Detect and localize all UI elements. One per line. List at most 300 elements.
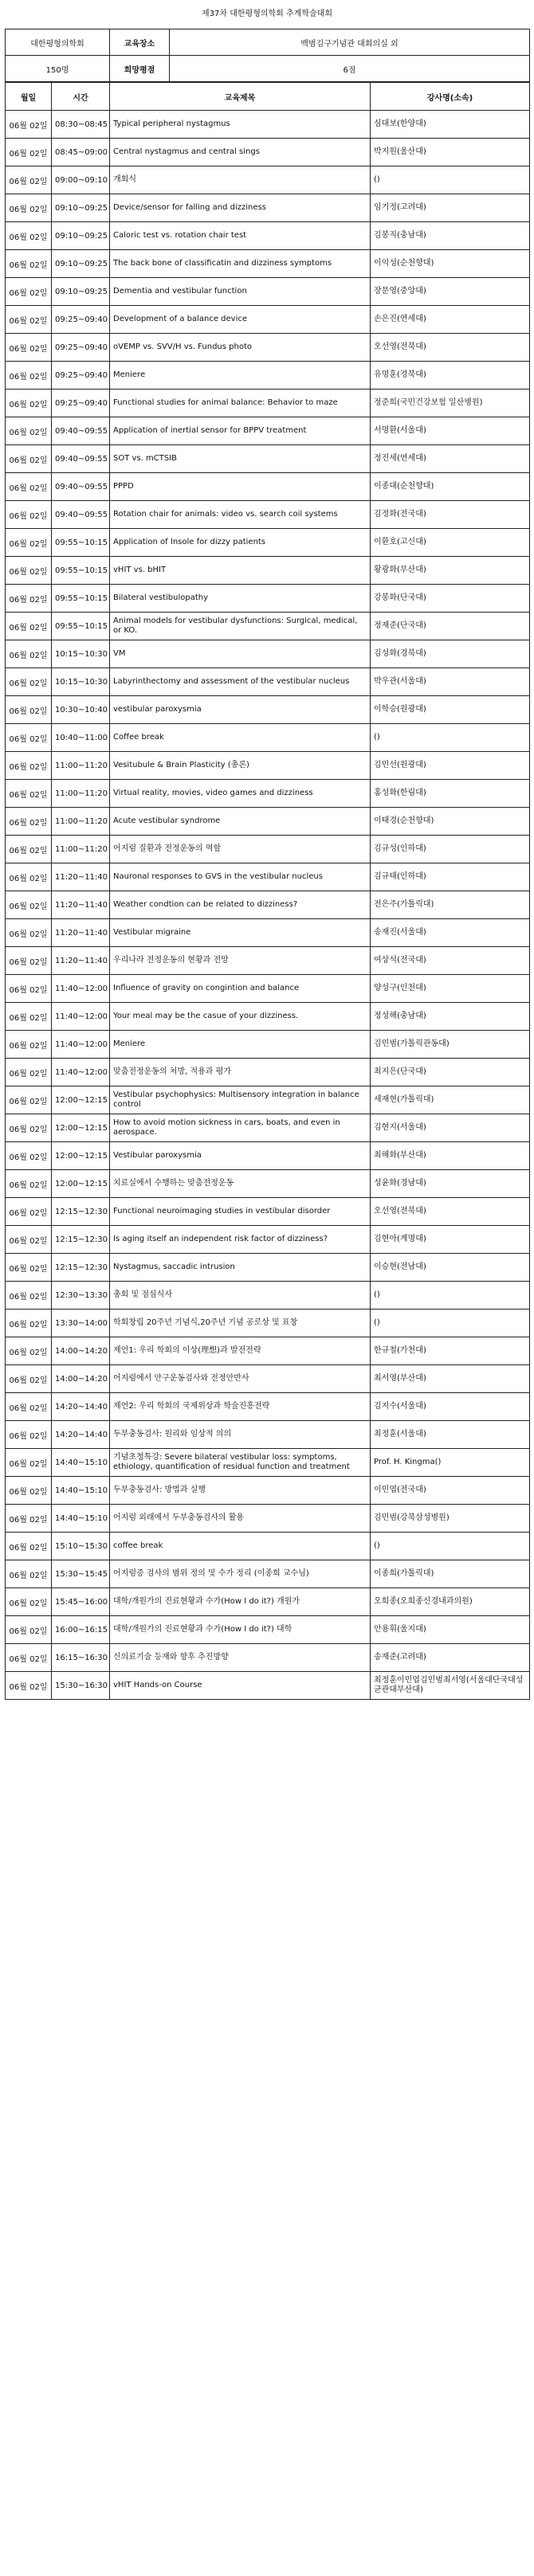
row-date: 06월 02일 [6,585,52,613]
table-row [6,1421,530,1449]
row-title: vHIT vs. bHIT [110,557,371,585]
row-time: 12:00~12:15 [52,1086,110,1114]
row-time: 08:45~09:00 [52,139,110,166]
row-instructor: 김규태(인하대) [371,863,530,891]
row-time: 10:15~10:30 [52,668,110,696]
header-time: 시간 [52,83,110,111]
row-title: Virtual reality, movies, video games and dizziness [110,780,371,808]
table-row [6,1560,530,1588]
row-instructor: 정진세(연세대) [371,445,530,473]
row-date: 06월 02일 [6,1198,52,1226]
row-date: 06월 02일 [6,1170,52,1198]
table-row [6,334,530,362]
table-row [6,668,530,696]
table-row [6,1142,530,1170]
header-date: 월일 [6,83,52,111]
row-time: 09:25~09:40 [52,362,110,390]
table-row [6,111,530,139]
row-title: Your meal may be the casue of your dizziness. [110,1003,371,1031]
row-title: vestibular paroxysmia [110,696,371,724]
row-time: 11:20~11:40 [52,919,110,947]
table-row [6,1226,530,1254]
row-instructor: 여상석(전국대) [371,947,530,975]
row-instructor: 한규철(가천대) [371,1337,530,1365]
row-time: 11:40~12:00 [52,975,110,1003]
row-time: 15:30~15:45 [52,1560,110,1588]
row-title: Functional studies for animal balance: Behavior to maze [110,390,371,417]
table-row [6,278,530,306]
row-title: 두부충동검사: 방법과 실행 [110,1477,371,1505]
row-instructor: Prof. H. Kingma() [371,1449,530,1477]
row-instructor: 김민범(가톨릭관동대) [371,1031,530,1059]
table-row [6,1533,530,1560]
row-time: 09:00~09:10 [52,166,110,194]
row-date: 06월 02일 [6,1560,52,1588]
row-instructor: 김봉직(충남대) [371,222,530,250]
row-date: 06월 02일 [6,557,52,585]
table-row [6,194,530,222]
table-row [6,501,530,529]
row-time: 14:00~14:20 [52,1337,110,1365]
row-instructor: 김정화(전국대) [371,501,530,529]
table-row [6,863,530,891]
row-instructor: 김규성(인하대) [371,836,530,863]
row-title: Vesitubule & Brain Plasticity (총론) [110,752,371,780]
row-title: Acute vestibular syndrome [110,808,371,836]
row-instructor: 심대보(한양대) [371,111,530,139]
row-date: 06월 02일 [6,417,52,445]
table-row [6,222,530,250]
table-row [6,836,530,863]
row-time: 09:10~09:25 [52,194,110,222]
row-title: Bilateral vestibulopathy [110,585,371,613]
row-date: 06월 02일 [6,390,52,417]
row-time: 09:40~09:55 [52,417,110,445]
row-title: SOT vs. mCTSIB [110,445,371,473]
row-title: Vestibular migraine [110,919,371,947]
row-date: 06월 02일 [6,724,52,752]
row-title: Application of inertial sensor for BPPV treatment [110,417,371,445]
table-row [6,1114,530,1142]
row-instructor: 황광화(부산대) [371,557,530,585]
row-date: 06월 02일 [6,194,52,222]
row-date: 06월 02일 [6,1533,52,1560]
row-date: 06월 02일 [6,111,52,139]
row-title: coffee break [110,1533,371,1560]
row-date: 06월 02일 [6,166,52,194]
row-date: 06월 02일 [6,863,52,891]
row-title: Weather condtion can be related to dizziness? [110,891,371,919]
credit-label: 희망평점 [110,56,170,82]
schedule-header-row [6,83,530,111]
table-row [6,1616,530,1644]
row-instructor: () [371,166,530,194]
row-date: 06월 02일 [6,752,52,780]
row-time: 09:55~10:15 [52,613,110,640]
row-title: 제언1: 우리 학회의 이상(理想)과 발전전략 [110,1337,371,1365]
row-time: 13:30~14:00 [52,1310,110,1337]
row-date: 06월 02일 [6,668,52,696]
row-title: 어지럼증 검사의 범위 정의 및 수가 정리 (이종희 교수님) [110,1560,371,1588]
row-instructor: 이승현(전남대) [371,1254,530,1282]
table-row [6,1644,530,1672]
row-title: 제언2: 우리 학회의 국제위상과 학술진흥전략 [110,1393,371,1421]
row-instructor: 김지수(서울대) [371,1393,530,1421]
row-instructor: 전은주(가톨릭대) [371,891,530,919]
row-time: 09:10~09:25 [52,222,110,250]
table-row [6,1672,530,1700]
row-time: 14:20~14:40 [52,1421,110,1449]
row-title: 개회식 [110,166,371,194]
row-title: VM [110,640,371,668]
header-instructor: 강사명(소속) [371,83,530,111]
table-row [6,1505,530,1533]
row-instructor: 이종희(가톨릭대) [371,1560,530,1588]
row-instructor: 정준희(국민건강보험 일산병원) [371,390,530,417]
table-row [6,1086,530,1114]
table-row [6,975,530,1003]
row-time: 09:55~10:15 [52,585,110,613]
table-row [6,306,530,334]
row-date: 06월 02일 [6,334,52,362]
row-title: Development of a balance device [110,306,371,334]
row-time: 10:30~10:40 [52,696,110,724]
row-date: 06월 02일 [6,1226,52,1254]
table-row [6,752,530,780]
row-instructor: 오선영(전북대) [371,334,530,362]
row-title: 대학/개원가의 진료현황과 수가(How I do it?) 개원가 [110,1588,371,1616]
row-date: 06월 02일 [6,1393,52,1421]
row-date: 06월 02일 [6,445,52,473]
row-time: 09:10~09:25 [52,250,110,278]
row-time: 09:10~09:25 [52,278,110,306]
row-date: 06월 02일 [6,139,52,166]
row-title: 어지럼 외래에서 두부충동검사의 활용 [110,1505,371,1533]
row-time: 11:20~11:40 [52,863,110,891]
row-date: 06월 02일 [6,1505,52,1533]
row-date: 06월 02일 [6,222,52,250]
row-date: 06월 02일 [6,1059,52,1086]
row-instructor: 최정훈이민엽김민범최서영(서울대단국대성균관대부산대) [371,1672,530,1700]
table-row [6,390,530,417]
row-time: 12:00~12:15 [52,1142,110,1170]
row-instructor: 임기정(고려대) [371,194,530,222]
row-instructor: 양성구(인천대) [371,975,530,1003]
row-title: oVEMP vs. SVV/H vs. Fundus photo [110,334,371,362]
row-instructor: 정성해(충남대) [371,1003,530,1031]
row-date: 06월 02일 [6,250,52,278]
table-row [6,891,530,919]
row-time: 09:40~09:55 [52,473,110,501]
row-date: 06월 02일 [6,1588,52,1616]
row-instructor: 박우관(서울대) [371,668,530,696]
row-title: 대학/개원가의 진료현황과 수가(How I do it?) 대학 [110,1616,371,1644]
row-time: 09:55~10:15 [52,557,110,585]
row-instructor: 오희종(오희종신경내과의원) [371,1588,530,1616]
row-title: Nauronal responses to GVS in the vestibular nucleus [110,863,371,891]
row-time: 12:15~12:30 [52,1254,110,1282]
row-date: 06월 02일 [6,501,52,529]
row-date: 06월 02일 [6,1142,52,1170]
table-row [6,1393,530,1421]
row-title: 어지럼에서 안구운동검사와 전정안반사 [110,1365,371,1393]
table-row [6,585,530,613]
table-row [6,613,530,640]
row-date: 06월 02일 [6,362,52,390]
row-date: 06월 02일 [6,473,52,501]
row-time: 12:00~12:15 [52,1170,110,1198]
table-row [6,640,530,668]
row-time: 08:30~08:45 [52,111,110,139]
row-date: 06월 02일 [6,1114,52,1142]
row-instructor: 홍성화(한림대) [371,780,530,808]
row-date: 06월 02일 [6,1003,52,1031]
row-time: 12:15~12:30 [52,1198,110,1226]
row-instructor: 유명훈(경북대) [371,362,530,390]
table-row [6,557,530,585]
row-instructor: () [371,724,530,752]
row-title: Animal models for vestibular dysfunctions: Surgical, medical, or KO. [110,613,371,640]
row-title: 우리나라 전정운동의 현황과 전망 [110,947,371,975]
row-date: 06월 02일 [6,1644,52,1672]
row-time: 12:30~13:30 [52,1282,110,1310]
row-time: 11:00~11:20 [52,780,110,808]
row-instructor: 서명환(서울대) [371,417,530,445]
table-row [6,1031,530,1059]
table-row [6,1059,530,1086]
row-instructor: 김성화(경북대) [371,640,530,668]
header-title: 교육제목 [110,83,371,111]
table-row [6,1588,530,1616]
row-title: 맞춤전정운동의 처방, 적용과 평가 [110,1059,371,1086]
row-instructor: 이민엽(전국대) [371,1477,530,1505]
row-date: 06월 02일 [6,1365,52,1393]
table-row [6,1282,530,1310]
row-instructor: 이종대(순천향대) [371,473,530,501]
row-time: 11:40~12:00 [52,1003,110,1031]
row-date: 06월 02일 [6,640,52,668]
row-instructor: 장문영(중앙대) [371,278,530,306]
row-date: 06월 02일 [6,306,52,334]
table-row [6,1254,530,1282]
row-time: 09:40~09:55 [52,445,110,473]
row-date: 06월 02일 [6,780,52,808]
row-date: 06월 02일 [6,975,52,1003]
row-time: 15:45~16:00 [52,1588,110,1616]
table-row [6,1477,530,1505]
row-time: 14:40~15:10 [52,1477,110,1505]
row-title: Typical peripheral nystagmus [110,111,371,139]
table-row [6,947,530,975]
row-title: Dementia and vestibular function [110,278,371,306]
row-date: 06월 02일 [6,1254,52,1282]
row-instructor: 강봉화(단국대) [371,585,530,613]
row-date: 06월 02일 [6,947,52,975]
row-instructor: 김민선(원광대) [371,752,530,780]
row-title: Nystagmus, saccadic intrusion [110,1254,371,1282]
row-title: Vestibular paroxysmia [110,1142,371,1170]
row-date: 06월 02일 [6,1616,52,1644]
location-value: 백범김구기념관 대회의실 외 [170,29,530,56]
row-title: 치료실에서 수행하는 맞춤전정운동 [110,1170,371,1198]
row-title: Influence of gravity on congintion and balance [110,975,371,1003]
table-row [6,808,530,836]
row-title: Central nystagmus and central sings [110,139,371,166]
row-title: Meniere [110,1031,371,1059]
row-title: Labyrinthectomy and assessment of the vestibular nucleus [110,668,371,696]
row-title: 어지럼 질환과 전정운동의 역할 [110,836,371,863]
row-time: 16:00~16:15 [52,1616,110,1644]
row-time: 09:25~09:40 [52,390,110,417]
row-title: 총회 및 점심식사 [110,1282,371,1310]
row-title: 학회창립 20주년 기념식,20주년 기념 공로상 및 표창 [110,1310,371,1337]
row-title: The back bone of classificatin and dizziness symptoms [110,250,371,278]
row-title: 기념초청특강: Severe bilateral vestibular loss: symptoms, ethiology, quantification of residual function and treatment [110,1449,371,1477]
row-title: 두부충동검사: 원리와 임상적 의의 [110,1421,371,1449]
row-title: 신의료기술 등재와 향후 추진방향 [110,1644,371,1672]
table-row [6,696,530,724]
row-time: 09:55~10:15 [52,529,110,557]
table-row [6,139,530,166]
row-time: 14:00~14:20 [52,1365,110,1393]
row-date: 06월 02일 [6,1421,52,1449]
row-date: 06월 02일 [6,1282,52,1310]
row-instructor: 최해화(부산대) [371,1142,530,1170]
table-row [6,1003,530,1031]
row-time: 16:15~16:30 [52,1644,110,1672]
row-instructor: 세재현(가톨릭대) [371,1086,530,1114]
row-title: PPPD [110,473,371,501]
row-date: 06월 02일 [6,1477,52,1505]
schedule-body [6,111,530,1700]
row-instructor: () [371,1310,530,1337]
row-time: 11:20~11:40 [52,947,110,975]
row-date: 06월 02일 [6,891,52,919]
row-time: 10:40~11:00 [52,724,110,752]
table-row [6,1365,530,1393]
row-instructor: 송재준(고려대) [371,1644,530,1672]
row-title: Functional neuroimaging studies in vestibular disorder [110,1198,371,1226]
table-row [6,166,530,194]
row-date: 06월 02일 [6,1672,52,1700]
row-title: Coffee break [110,724,371,752]
table-row [6,919,530,947]
row-date: 06월 02일 [6,1031,52,1059]
credit-value: 6점 [170,56,530,82]
row-date: 06월 02일 [6,278,52,306]
table-row [6,250,530,278]
row-instructor: 송재진(서울대) [371,919,530,947]
row-title: Is aging itself an independent risk factor of dizziness? [110,1226,371,1254]
row-instructor: () [371,1282,530,1310]
row-instructor: 성윤화(경남대) [371,1170,530,1198]
row-instructor: 오선영(전북대) [371,1198,530,1226]
row-time: 09:25~09:40 [52,334,110,362]
row-instructor: 김민범(강북삼성병원) [371,1505,530,1533]
row-title: Rotation chair for animals: video vs. search coil systems [110,501,371,529]
row-instructor: 이익성(순천향대) [371,250,530,278]
row-time: 14:20~14:40 [52,1393,110,1421]
table-row [6,1337,530,1365]
row-time: 09:25~09:40 [52,306,110,334]
table-row [6,724,530,752]
row-title: Meniere [110,362,371,390]
row-date: 06월 02일 [6,529,52,557]
location-label: 교육장소 [110,29,170,56]
row-time: 11:40~12:00 [52,1031,110,1059]
row-title: Application of Insole for dizzy patients [110,529,371,557]
row-date: 06월 02일 [6,613,52,640]
row-instructor: 박지원(울산대) [371,139,530,166]
info-row-credit [6,56,530,82]
table-row [6,529,530,557]
row-instructor: 최지은(단국대) [371,1059,530,1086]
row-title: vHIT Hands-on Course [110,1672,371,1700]
row-time: 14:40~15:10 [52,1505,110,1533]
row-title: Caloric test vs. rotation chair test [110,222,371,250]
row-instructor: 최서영(부산대) [371,1365,530,1393]
row-date: 06월 02일 [6,919,52,947]
row-instructor: 김현아(계명대) [371,1226,530,1254]
row-instructor: 이학승(원광대) [371,696,530,724]
table-row [6,1170,530,1198]
table-row [6,1198,530,1226]
row-time: 12:00~12:15 [52,1114,110,1142]
row-instructor: () [371,1533,530,1560]
schedule-table [5,82,530,1700]
row-instructor: 이환호(고신대) [371,529,530,557]
row-time: 11:00~11:20 [52,808,110,836]
table-row [6,1449,530,1477]
row-instructor: 이태경(순천향대) [371,808,530,836]
row-instructor: 정재준(단국대) [371,613,530,640]
row-date: 06월 02일 [6,1086,52,1114]
table-row [6,417,530,445]
row-instructor: 손은진(연세대) [371,306,530,334]
table-row [6,1310,530,1337]
row-time: 15:10~15:30 [52,1533,110,1560]
row-time: 10:15~10:30 [52,640,110,668]
row-time: 14:40~15:10 [52,1449,110,1477]
row-date: 06월 02일 [6,1310,52,1337]
row-date: 06월 02일 [6,696,52,724]
row-time: 09:40~09:55 [52,501,110,529]
row-title: Device/sensor for falling and dizziness [110,194,371,222]
row-time: 12:15~12:30 [52,1226,110,1254]
row-time: 11:00~11:20 [52,836,110,863]
attendee-count: 150명 [6,56,110,82]
row-date: 06월 02일 [6,1449,52,1477]
page-title: 제37차 대한평형의학회 추계학술대회 [202,10,332,18]
row-time: 11:40~12:00 [52,1059,110,1086]
row-date: 06월 02일 [6,836,52,863]
row-date: 06월 02일 [6,808,52,836]
row-time: 11:20~11:40 [52,891,110,919]
row-title: Vestibular psychophysics: Multisensory integration in balance control [110,1086,371,1114]
row-title: How to avoid motion sickness in cars, boats, and even in aerospace. [110,1114,371,1142]
row-date: 06월 02일 [6,1337,52,1365]
row-instructor: 김현지(서울대) [371,1114,530,1142]
row-instructor: 안용휘(울지대) [371,1616,530,1644]
table-row [6,780,530,808]
row-time: 11:00~11:20 [52,752,110,780]
table-row [6,473,530,501]
table-row [6,445,530,473]
info-row-location [6,29,530,56]
row-instructor: 최정훈(서울대) [371,1421,530,1449]
society-name: 대한평형의학회 [6,29,110,56]
table-row [6,362,530,390]
